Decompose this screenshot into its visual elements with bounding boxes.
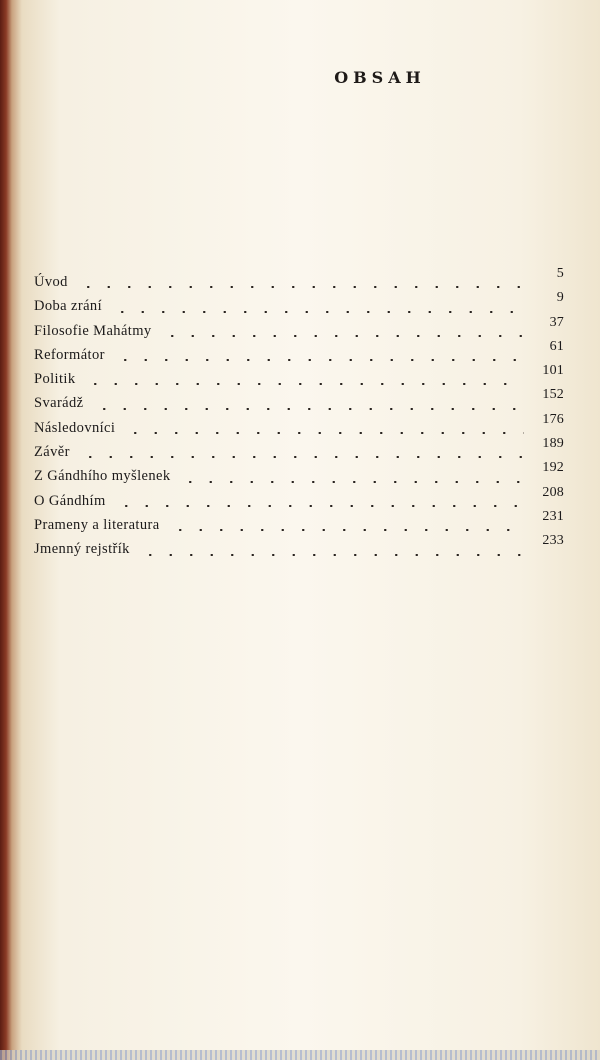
dot-leader xyxy=(180,481,524,483)
toc-entry-title: Úvod xyxy=(34,274,68,290)
toc-entry-page: 9 xyxy=(556,290,564,306)
dot-leader xyxy=(140,554,524,556)
toc-entry-title: Prameny a literatura xyxy=(34,516,160,533)
toc-entry[interactable] xyxy=(34,290,564,318)
table-of-contents xyxy=(34,266,564,562)
toc-entry-page: 192 xyxy=(542,460,564,476)
toc-entry-title: Filosofie Mahátmy xyxy=(34,322,152,339)
toc-entry[interactable] xyxy=(34,533,564,561)
page-edge xyxy=(0,1050,600,1060)
dot-leader xyxy=(80,456,524,458)
dot-leader xyxy=(112,311,524,313)
toc-entry[interactable] xyxy=(34,436,564,464)
toc-entry[interactable] xyxy=(34,363,564,391)
toc-entry[interactable] xyxy=(34,508,564,537)
toc-entry-page: 176 xyxy=(542,411,564,427)
toc-entry-title: Jmenný rejstřík xyxy=(34,541,130,558)
toc-entry-title: Závěr xyxy=(34,444,70,461)
toc-entry-title: O Gándhím xyxy=(34,492,106,509)
dot-leader xyxy=(162,335,524,337)
toc-entry-page: 208 xyxy=(542,484,564,500)
dot-leader xyxy=(85,383,524,385)
toc-entry-page: 61 xyxy=(549,338,564,354)
toc-entry[interactable] xyxy=(34,484,564,513)
dot-leader xyxy=(115,359,524,361)
toc-entry-page: 231 xyxy=(542,508,564,524)
dot-leader xyxy=(170,529,524,531)
toc-entry-title: Doba zrání xyxy=(34,298,103,315)
toc-entry-title: Reformátor xyxy=(34,346,105,363)
dot-leader xyxy=(116,505,524,507)
toc-entry-title: Z Gándhího myšlenek xyxy=(34,468,171,485)
dot-leader xyxy=(78,286,524,288)
toc-entry-title: Svarádž xyxy=(34,395,84,412)
toc-entry[interactable] xyxy=(34,338,564,367)
toc-entry-page: 101 xyxy=(542,363,564,379)
toc-entry-page: 233 xyxy=(542,533,564,549)
dot-leader xyxy=(94,408,524,410)
toc-entry-page: 189 xyxy=(542,436,564,452)
toc-entry[interactable] xyxy=(34,266,564,294)
page-title: OBSAH xyxy=(334,68,426,87)
toc-entry-page: 5 xyxy=(556,266,564,281)
toc-entry[interactable] xyxy=(34,314,564,343)
toc-entry-title: Následovníci xyxy=(34,419,116,436)
toc-entry-title: Politik xyxy=(34,371,76,388)
toc-entry[interactable] xyxy=(34,411,564,440)
toc-entry-page: 37 xyxy=(549,314,564,330)
toc-entry[interactable] xyxy=(34,387,564,415)
toc-entry-page: 152 xyxy=(542,387,564,403)
toc-entry[interactable] xyxy=(34,460,564,488)
dot-leader xyxy=(125,432,524,434)
